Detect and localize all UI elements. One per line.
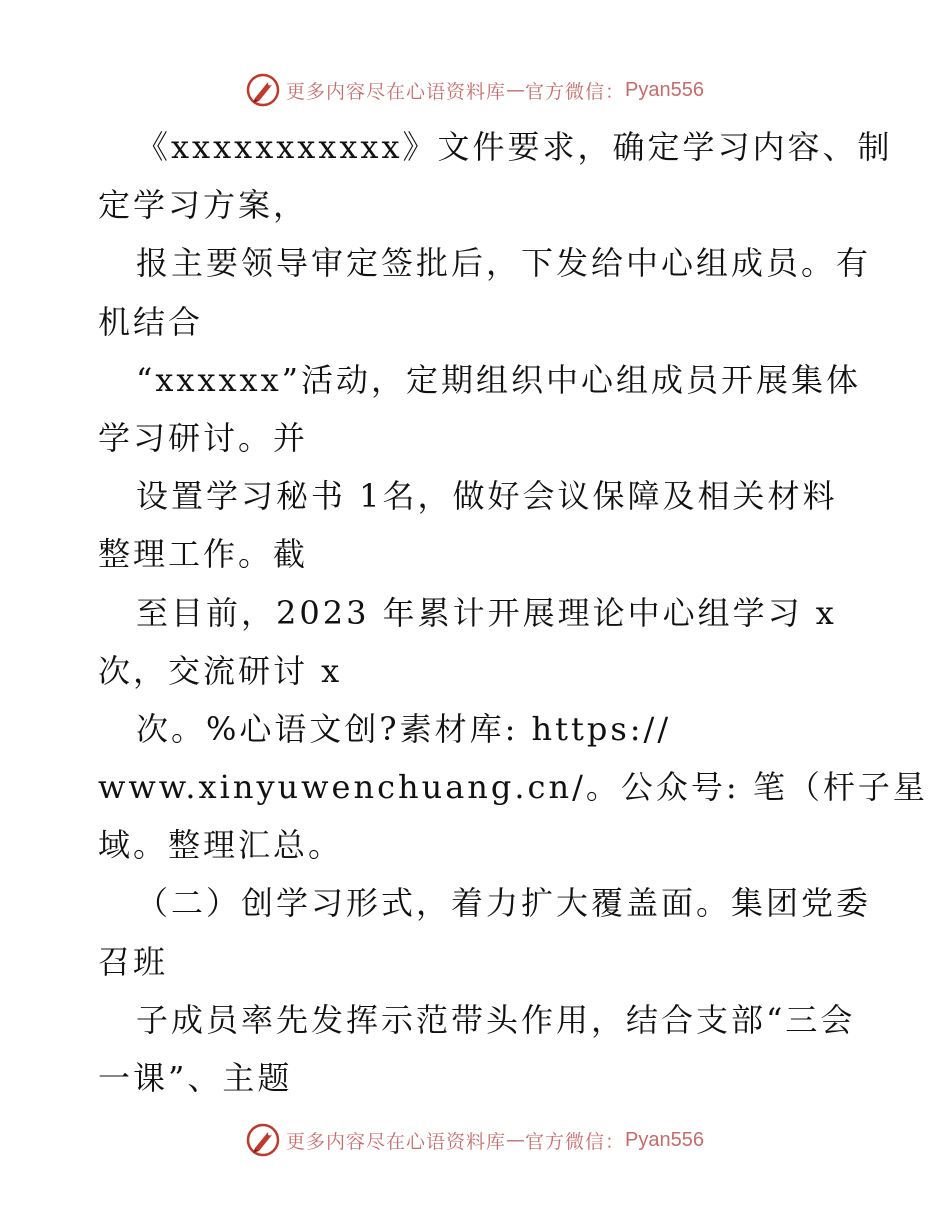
body-line-16: 子成员率先发挥示范带头作用，结合支部“三会 bbox=[136, 1000, 856, 1039]
footer-wechat-label: 官方微信： bbox=[525, 1130, 626, 1153]
header-banner-text: 更多内容尽在心语资料库 bbox=[286, 80, 507, 103]
body-line-6: 学习研讨。并 bbox=[98, 418, 309, 457]
document-body bbox=[98, 118, 928, 1107]
footer-banner-text: 更多内容尽在心语资料库 bbox=[286, 1130, 507, 1153]
body-line-12: www.xinyuwenchuang.cn/。公众号: 笔（杆子星 bbox=[98, 768, 928, 807]
body-line-8: 整理工作。截 bbox=[98, 535, 309, 574]
pen-logo-icon bbox=[246, 1123, 280, 1157]
header-wechat-id: Pyan556 bbox=[625, 78, 704, 101]
footer-banner-dash: — bbox=[506, 1129, 526, 1151]
header-banner-dash: — bbox=[506, 79, 526, 101]
body-line-2: 定学习方案， bbox=[98, 186, 309, 225]
header-wechat-label: 官方微信： bbox=[525, 80, 626, 103]
body-line-4: 机结合 bbox=[98, 302, 204, 341]
header-banner bbox=[0, 70, 950, 110]
body-line-14: （二）创学习形式，着力扩大覆盖面。集团党委 bbox=[136, 884, 872, 923]
body-line-5: “xxxxxx”活动，定期组织中心组成员开展集体 bbox=[136, 360, 862, 399]
body-line-10: 次，交流研讨 x bbox=[98, 651, 343, 690]
body-line-15: 召班 bbox=[98, 942, 169, 981]
footer-wechat-id: Pyan556 bbox=[625, 1128, 704, 1151]
footer-banner bbox=[0, 1120, 950, 1160]
pen-logo-icon bbox=[246, 73, 280, 107]
body-line-13: 域。整理汇总。 bbox=[98, 826, 344, 865]
body-line-7: 设置学习秘书 1名，做好会议保障及相关材料 bbox=[136, 477, 838, 516]
body-line-17: 一课”、主题 bbox=[98, 1059, 293, 1097]
body-line-3: 报主要领导审定签批后，下发给中心组成员。有 bbox=[136, 244, 872, 283]
body-line-9: 至目前，2023 年累计开展理论中心组学习 x bbox=[136, 593, 837, 632]
body-line-11: 次。%心语文创?素材库: https:// bbox=[136, 709, 672, 748]
body-line-1: 《xxxxxxxxxxx》文件要求，确定学习内容、制 bbox=[136, 128, 893, 166]
